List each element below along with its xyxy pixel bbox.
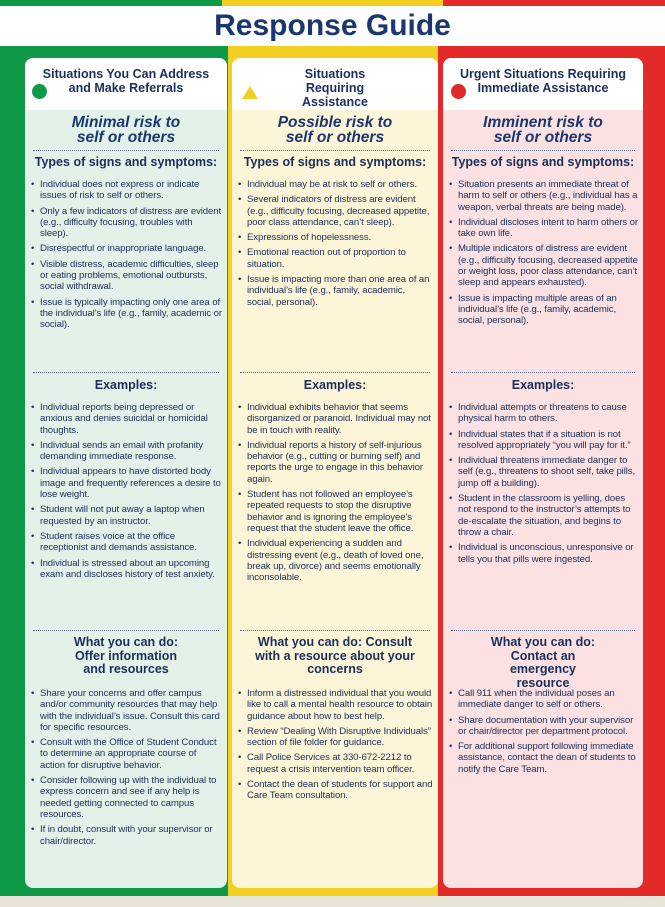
list-item: • Individual exhibits behavior that seems disorganized or paranoid. Individual may not be in touch with reality.: [238, 402, 434, 436]
divider: [451, 630, 635, 631]
list-item: • Individual is stressed about an upcoming exam and discloses history of test anxiety.: [31, 558, 223, 581]
actions-list: [238, 688, 434, 806]
divider: [240, 150, 430, 151]
divider: [33, 150, 219, 151]
signs-heading: Types of signs and symptoms:: [451, 155, 635, 169]
list-item: • For additional support following immediate assistance, contact the dean of students to notify the Care Team.: [449, 741, 639, 775]
list-item: • Share your concerns and offer campus and/or community resources that may help with the individual’s issue. Consult this card for specific resources.: [31, 688, 223, 733]
column-imminent-risk: [443, 58, 643, 888]
bottom-strip: [0, 896, 665, 907]
list-item: • Review “Dealing With Disruptive Individuals” section of file folder for guidance.: [238, 726, 434, 749]
list-item: • Call Police Services at 330-672-2212 to request a crisis intervention team officer.: [238, 752, 434, 775]
list-item: • Student raises voice at the office receptionist and demands assistance.: [31, 531, 223, 554]
risk-level: Imminent risk to self or others: [483, 114, 603, 146]
list-item: • Student in the classroom is yelling, does not respond to the instructor’s attempts to de-escalate the situation, and begins to throw a chair.: [449, 493, 639, 538]
action-heading: What you can do: Contact an emergency resource: [490, 635, 596, 690]
list-item: • Share documentation with your supervisor or chair/director per department protocol.: [449, 715, 639, 738]
action-heading: What you can do: Consult with a resource about your concerns: [255, 635, 415, 676]
list-item: • Consider following up with the individual to express concern and see if any help is needed getting connected to campus resources.: [31, 775, 223, 820]
signs-list: [449, 179, 639, 331]
list-item: • Visible distress, academic difficulties, sleep or eating problems, emotional outbursts, social withdrawal.: [31, 259, 223, 293]
list-item: • Contact the dean of students for support and Care Team consultation.: [238, 779, 434, 802]
divider: [451, 372, 635, 373]
actions-list: [31, 688, 223, 851]
signs-heading: Types of signs and symptoms:: [243, 155, 427, 169]
list-item: • Individual states that if a situation is not resolved appropriately “you will pay for it.”: [449, 429, 639, 452]
green-circle-icon: [32, 84, 47, 99]
list-item: • Issue is impacting more than one area of an individual’s life (e.g., family, academic, social, personal).: [238, 274, 434, 308]
column-minimal-risk: [25, 58, 227, 888]
list-item: • Several indicators of distress are evident (e.g., difficulty focusing, decreased appetite, poor class attendance, can’t sleep).: [238, 194, 434, 228]
column-header: [25, 58, 227, 110]
risk-level: Possible risk to self or others: [277, 114, 393, 146]
list-item: • If in doubt, consult with your supervisor or chair/director.: [31, 824, 223, 847]
actions-list: [449, 688, 639, 779]
list-item: • Individual threatens immediate danger to self (e.g., threatens to shoot self, take pills, jump off a building).: [449, 455, 639, 489]
list-item: • Individual sends an email with profanity demanding immediate response.: [31, 440, 223, 463]
list-item: • Multiple indicators of distress are evident (e.g., difficulty focusing, decreased appetite or weight loss, poor class attendance, can’t sleep and appears exhausted).: [449, 243, 639, 288]
page-title: Response Guide: [0, 6, 665, 46]
signs-heading: Types of signs and symptoms:: [34, 155, 218, 169]
list-item: • Disrespectful or inappropriate language.: [31, 243, 223, 254]
signs-list: [31, 179, 223, 335]
divider: [451, 150, 635, 151]
column-heading: Situations You Can Address and Make Referrals: [42, 67, 210, 95]
list-item: • Individual appears to have distorted body image and frequently references a desire to lose weight.: [31, 466, 223, 500]
column-header: [443, 58, 643, 110]
list-item: • Individual experiencing a sudden and distressing event (e.g., death of loved one, break up, divorce) and seems emotionally inconsolable.: [238, 538, 434, 583]
list-item: • Situation presents an immediate threat of harm to self or others (e.g., individual has a weapon, verbal threats are being made).: [449, 179, 639, 213]
signs-list: [238, 179, 434, 312]
examples-list: [449, 402, 639, 569]
examples-heading: Examples:: [303, 378, 367, 392]
list-item: • Only a few indicators of distress are evident (e.g., difficulty focusing, troubles with sleep).: [31, 206, 223, 240]
examples-list: [238, 402, 434, 587]
divider: [33, 630, 219, 631]
list-item: • Expressions of hopelessness.: [238, 232, 434, 243]
list-item: • Student has not followed an employee’s repeated requests to stop the disruptive behavior and is ignoring the employee’s request that the student leave the office.: [238, 489, 434, 534]
red-circle-icon: [451, 84, 466, 99]
examples-heading: Examples:: [511, 378, 575, 392]
column-possible-risk: [232, 58, 438, 888]
list-item: • Emotional reaction out of proportion to situation.: [238, 247, 434, 270]
examples-heading: Examples:: [94, 378, 158, 392]
list-item: • Individual may be at risk to self or others.: [238, 179, 434, 190]
list-item: • Student will not put away a laptop when requested by an instructor.: [31, 504, 223, 527]
list-item: • Individual does not express or indicate issues of risk to self or others.: [31, 179, 223, 202]
list-item: • Individual discloses intent to harm others or take own life.: [449, 217, 639, 240]
risk-level: Minimal risk to self or others: [71, 114, 181, 146]
list-item: • Consult with the Office of Student Conduct to determine an appropriate course of action for disruptive behavior.: [31, 737, 223, 771]
divider: [33, 372, 219, 373]
list-item: • Call 911 when the individual poses an immediate danger to self or others.: [449, 688, 639, 711]
list-item: • Individual attempts or threatens to cause physical harm to others.: [449, 402, 639, 425]
divider: [240, 630, 430, 631]
list-item: • Individual reports being depressed or anxious and denies suicidal or homicidal thoughts.: [31, 402, 223, 436]
column-header: [232, 58, 438, 110]
action-heading: What you can do: Offer information and resources: [73, 635, 179, 676]
yellow-triangle-icon: [242, 86, 258, 99]
examples-list: [31, 402, 223, 584]
list-item: • Individual reports a history of self-injurious behavior (e.g., cutting or burning self) and reports the urge to engage in this behavior again.: [238, 440, 434, 485]
column-heading: Situations Requiring Assistance: [301, 67, 368, 109]
divider: [240, 372, 430, 373]
list-item: • Inform a distressed individual that you would like to call a mental health resource to obtain guidance about how to best help.: [238, 688, 434, 722]
list-item: • Issue is impacting multiple areas of an individual’s life (e.g., family, academic, social, personal).: [449, 293, 639, 327]
list-item: • Issue is typically impacting only one area of the individual’s life (e.g., family, academic or social).: [31, 297, 223, 331]
list-item: • Individual is unconscious, unresponsive or tells you that pills were ingested.: [449, 542, 639, 565]
column-heading: Urgent Situations Requiring Immediate Assistance: [460, 67, 626, 95]
